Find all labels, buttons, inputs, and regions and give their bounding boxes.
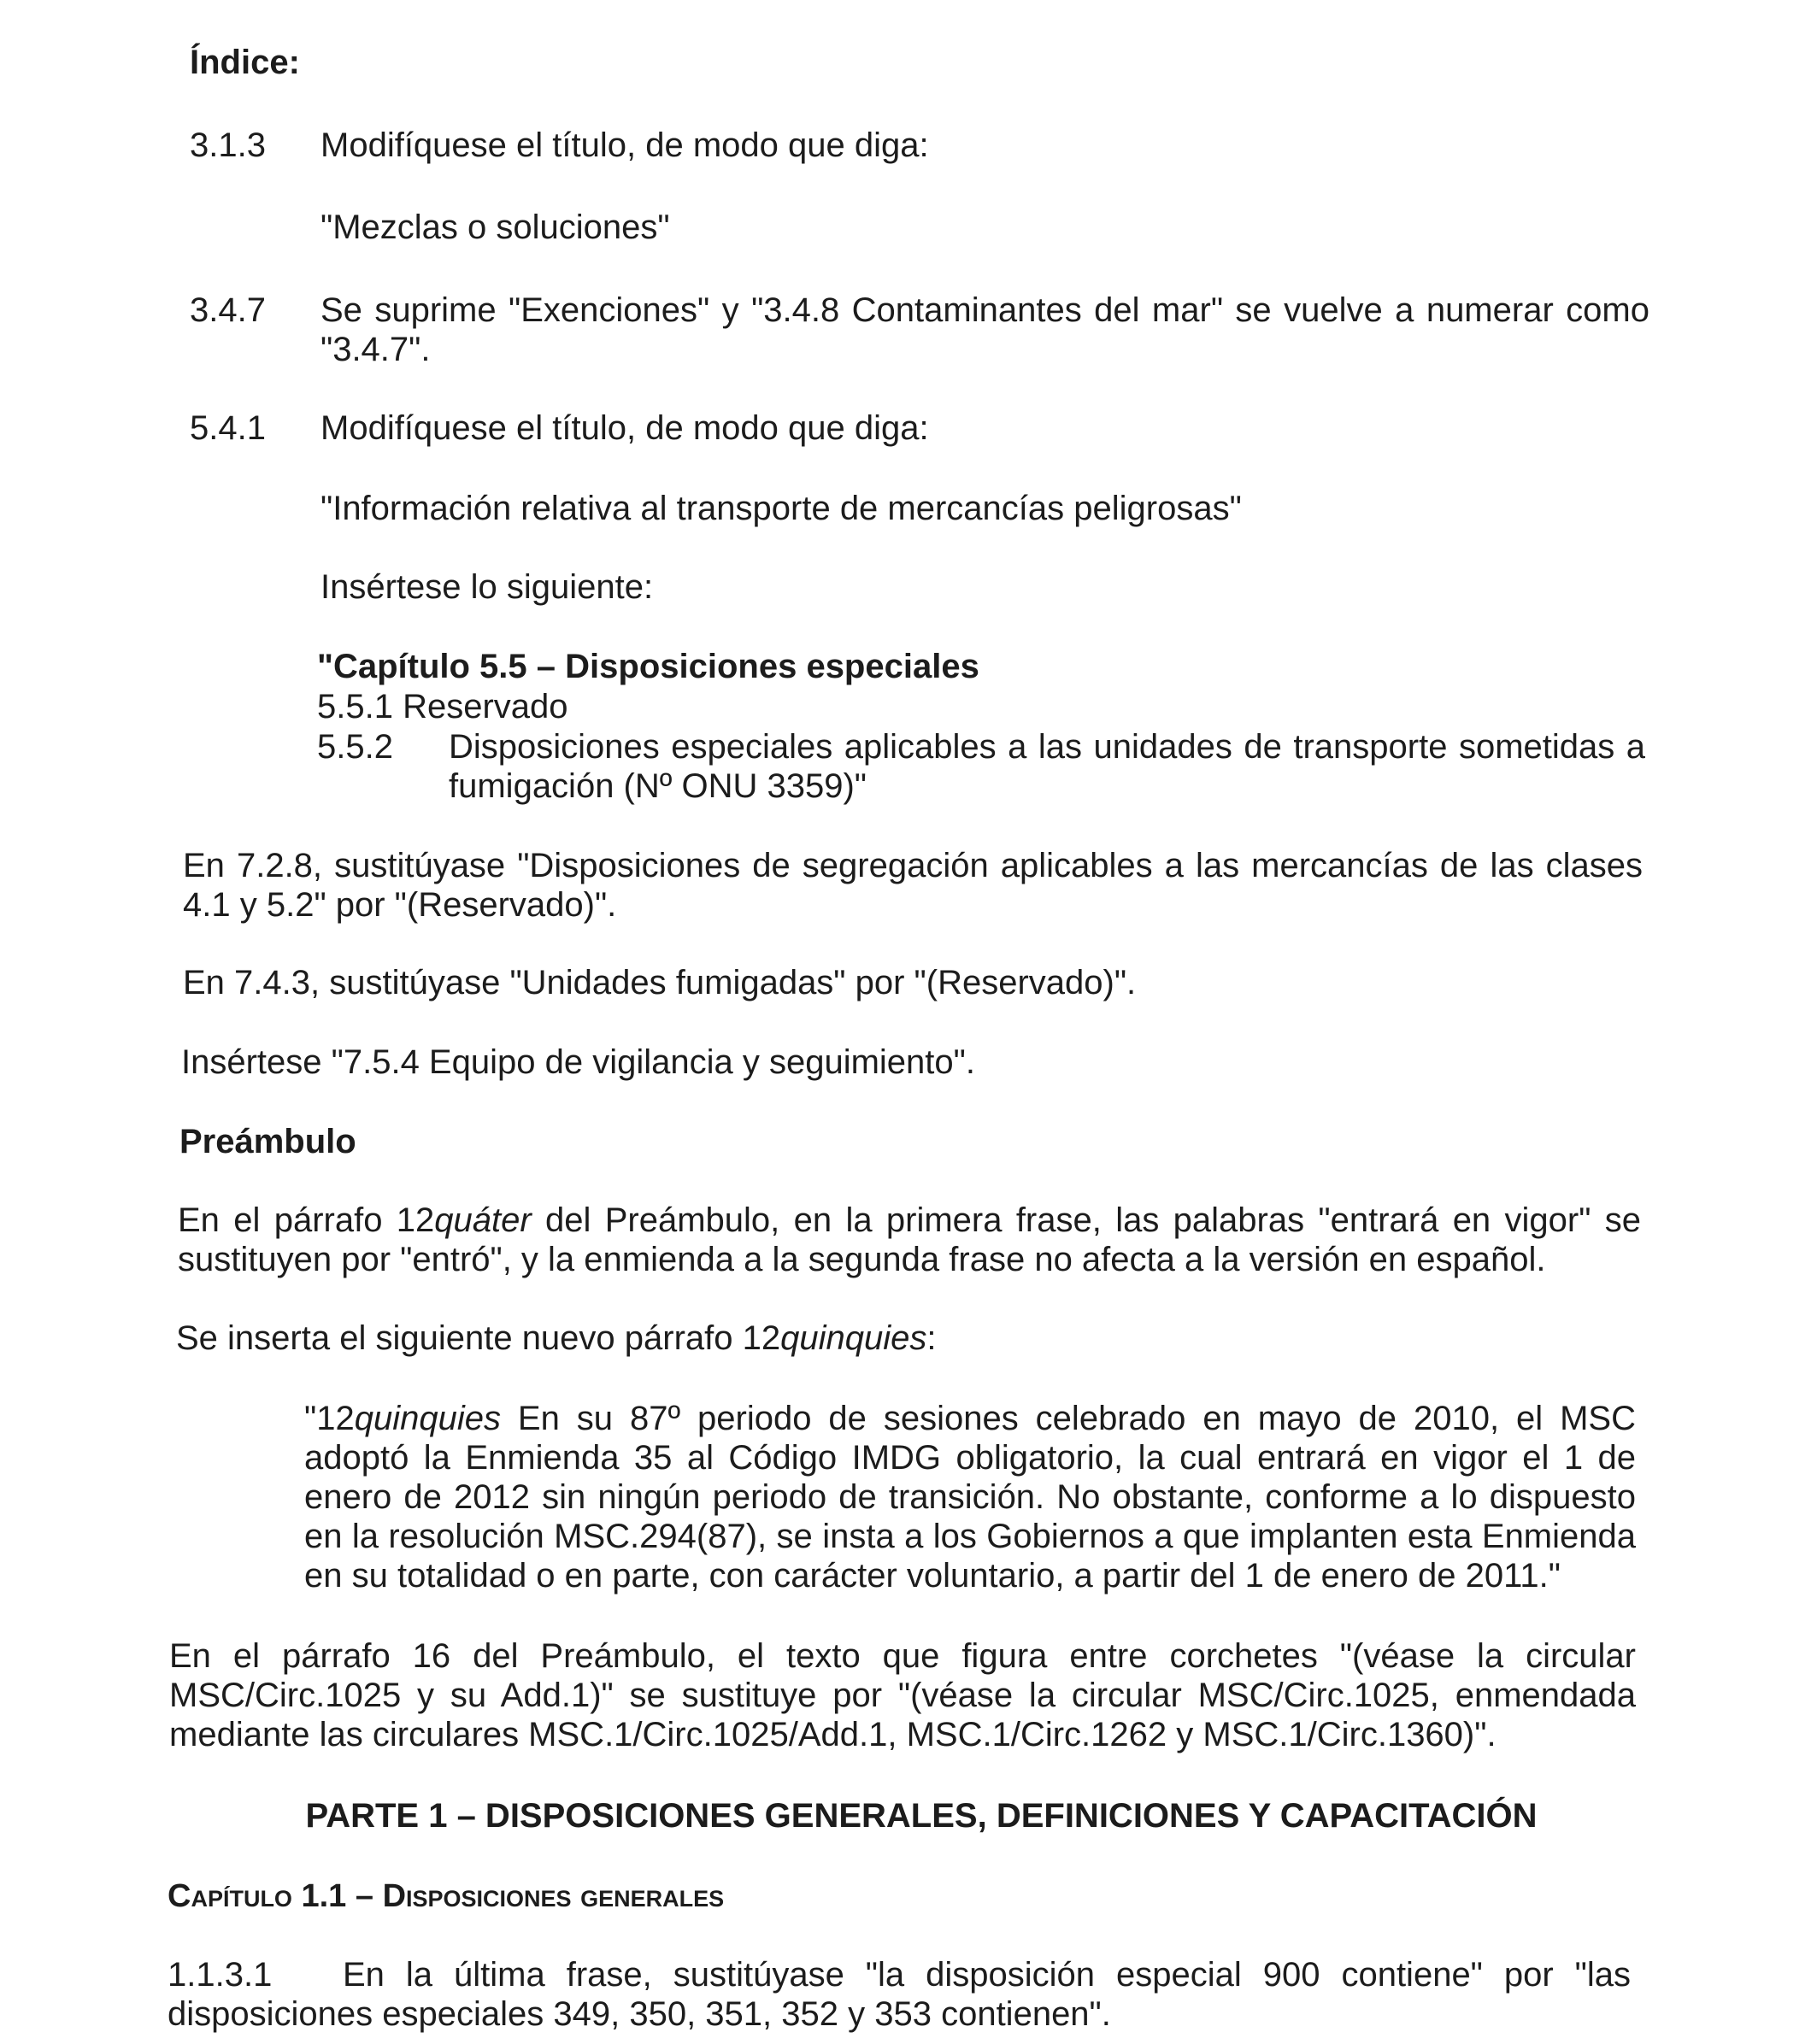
item-1131-text: En la última frase, sustitúyase "la disposición especial 900 contiene" por "las disposiciones especiales 349, 350, 351, 352 y 353 contienen". xyxy=(168,1956,1631,2033)
item-347-text: Se suprime "Exenciones" y "3.4.8 Contaminantes del mar" se vuelve a numerar como "3.4.7". xyxy=(320,291,1649,368)
item-313-number: 3.1.3 xyxy=(190,126,266,164)
preambulo-quote: "12quinquies En su 87º periodo de sesiones celebrado en mayo de 2010, el MSC adoptó la Enmienda 35 al Código IMDG obligatorio, la cual entrará en vigor el 1 de enero de 2012 sin ningún periodo de transición. No obstante, conforme a lo dispuesto en la resolución MSC.294(87), se insta a los Gobiernos a que implanten esta Enmienda en su totalidad o en parte, con carácter voluntario, a partir del 1 de enero de 2011." xyxy=(304,1400,1636,1595)
preambulo-para3: En el párrafo 16 del Preámbulo, el texto que figura entre corchetes "(véase la circular MSC/Circ.1025 y su Add.1)" se sustituye por "(véase la circular MSC/Circ.1025, enmendada mediante las circulares MSC.1/Circ.1025/Add.1, MSC.1/Circ.1262 y MSC.1/Circ.1360)". xyxy=(169,1637,1636,1753)
preambulo-para1: En el párrafo 12quáter del Preámbulo, en la primera frase, las palabras "entrará en vigor" se sustituyen por "entró", y la enmienda a la segunda frase no afecta a la versión en español. xyxy=(178,1201,1641,1278)
item-541-quote: "Información relativa al transporte de mercancías peligrosas" xyxy=(320,490,1242,527)
parte-1-heading: PARTE 1 – DISPOSICIONES GENERALES, DEFINICIONES Y CAPACITACIÓN xyxy=(305,1797,1538,1835)
item-313-quote: "Mezclas o soluciones" xyxy=(320,209,670,246)
sub-551: 5.5.1 Reservado xyxy=(317,688,568,725)
indice-heading: Índice: xyxy=(190,44,300,81)
chapter-1-1-heading: Capítulo 1.1 – Disposiciones generales xyxy=(168,1878,725,1914)
para-754: Insértese "7.5.4 Equipo de vigilancia y seguimiento". xyxy=(181,1043,975,1081)
item-1131-number: 1.1.3.1 xyxy=(168,1956,273,1994)
item-541-text: Modifíquese el título, de modo que diga: xyxy=(320,409,929,447)
item-1131 xyxy=(168,1955,1631,2034)
sub-552-text: Disposiciones especiales aplicables a las unidades de transporte sometidas a fumigación (Nº ONU 3359)" xyxy=(449,728,1645,805)
insert-intro: Insértese lo siguiente: xyxy=(320,568,654,606)
preambulo-heading: Preámbulo xyxy=(179,1123,356,1160)
chapter-5-5-title: "Capítulo 5.5 – Disposiciones especiales xyxy=(317,648,979,685)
para-728: En 7.2.8, sustitúyase "Disposiciones de segregación aplicables a las mercancías de las clases 4.1 y 5.2" por "(Reservado)". xyxy=(183,847,1643,924)
item-541-number: 5.4.1 xyxy=(190,409,266,447)
para-743: En 7.4.3, sustitúyase "Unidades fumigadas" por "(Reservado)". xyxy=(183,964,1137,1001)
preambulo-para2: Se inserta el siguiente nuevo párrafo 12quinquies: xyxy=(176,1319,937,1357)
item-347-number: 3.4.7 xyxy=(190,291,266,329)
sub-552-number: 5.5.2 xyxy=(317,728,393,766)
item-313-text: Modifíquese el título, de modo que diga: xyxy=(320,126,929,164)
